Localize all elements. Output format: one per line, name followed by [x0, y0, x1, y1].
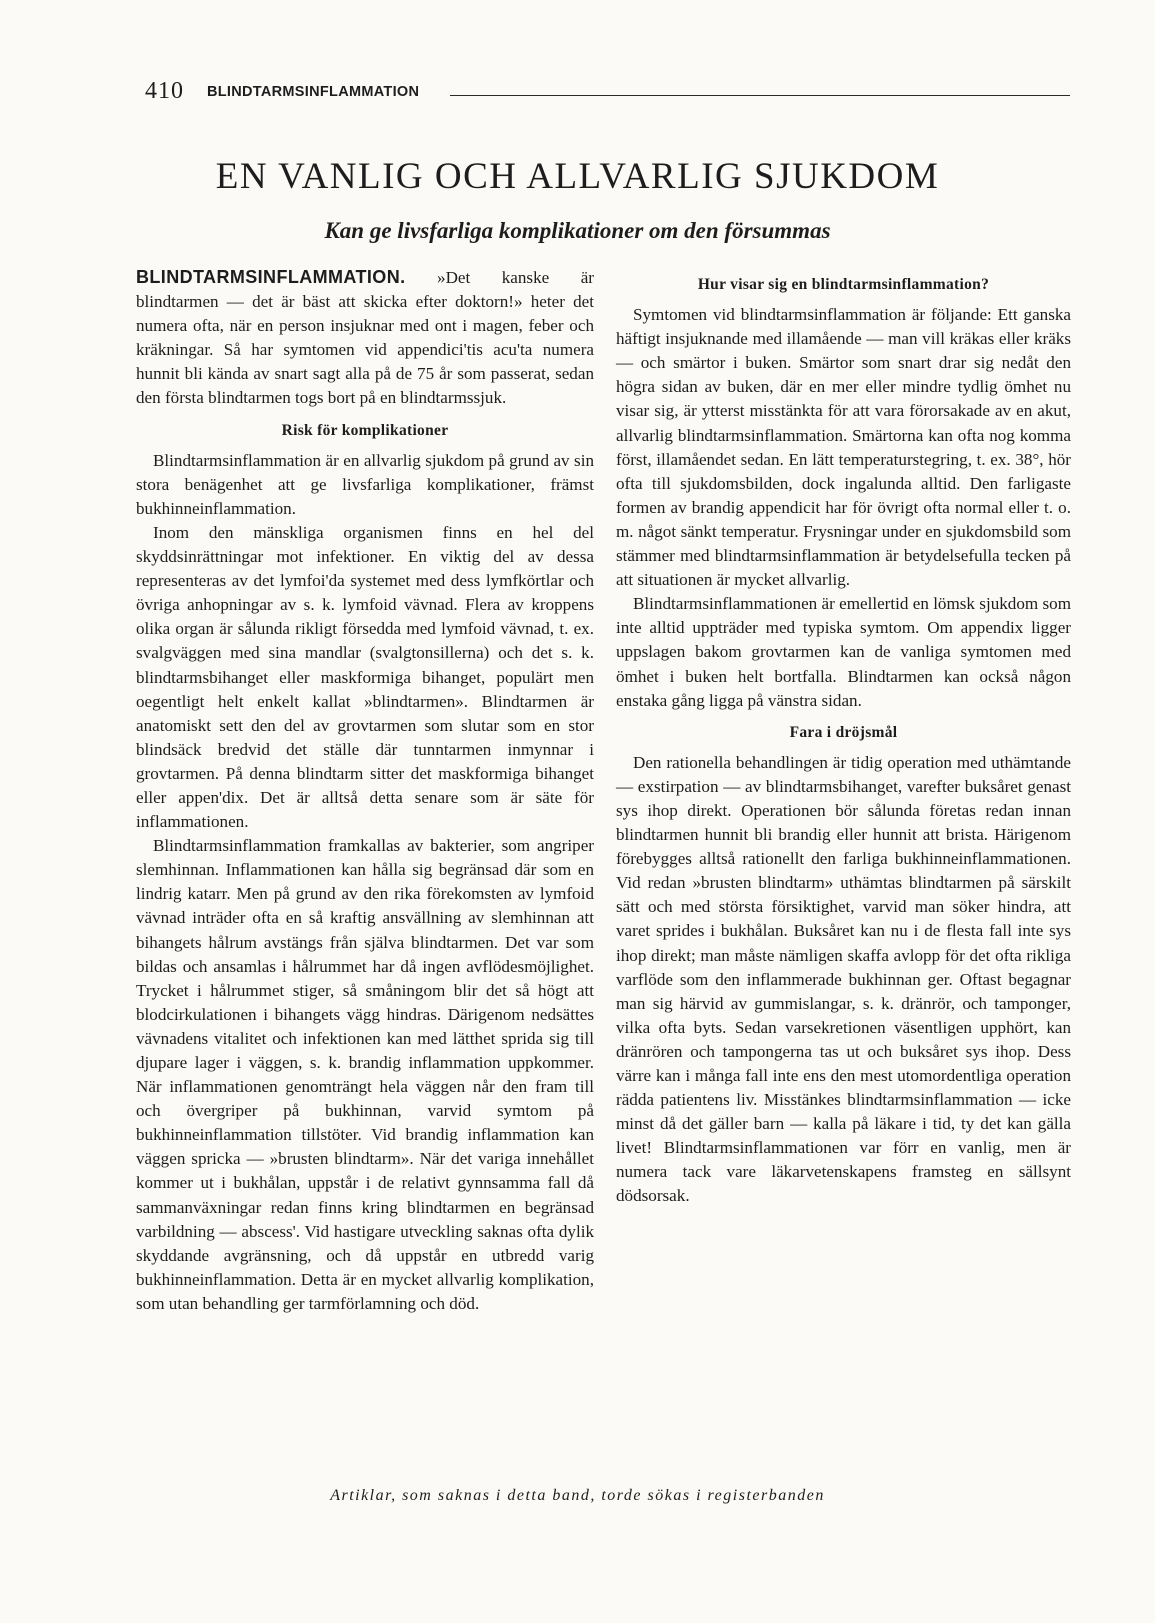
article-subtitle: Kan ge livsfarliga komplikationer om den försummas — [324, 218, 831, 243]
paragraph: Blindtarmsinflammation är en allvarlig sjukdom på grund av sin stora benägenhet att ge livsfarliga komplikationer, främst bukhinneinflammation. — [136, 450, 594, 518]
section-heading-risk: Risk för komplikationer — [281, 421, 449, 439]
running-header — [145, 78, 1070, 108]
article-title: EN VANLIG OCH ALLVARLIG SJUKDOM — [215, 156, 940, 197]
intro-paragraph — [136, 265, 594, 411]
paragraph: Symtomen vid blindtarmsinflammation är följande: Ett ganska häftigt insjuknande med illamående — man vill kräkas eller kräks — och smärtor i buken. Smärtor som snart drar sig nedåt den högra sidan av buken, där en mer eller mindre tydlig ömhet nu visar sig, är ytterst misstänkta för att vara förorsakade av en akut, allvarlig blindtarmsinflammation. Smärtorna kan ofta nog komma först, illamåendet sedan. En lätt temperaturstegring, t. ex. 38°, hör ofta till sjukdomsbilden, dock ingalunda alltid. Den farligaste formen av brandig appendicit har för övrigt ofta normal eller t. o. m. något sänkt temperatur. Frysningar under en sjukdomsbild som stämmer med blindtarmsinflammation är betydelsefulla tecken på att situationen är mycket allvarlig. — [616, 305, 1071, 590]
left-column — [136, 265, 594, 1316]
paragraph: Blindtarmsinflammation framkallas av bakterier, som angriper slemhinnan. Inflammationen kan hålla sig begränsad där som en lindrig katarr. Men på grund av den rika förekomsten av lymfoid vävnad inträder ofta en så kraftig ansvällning av slemhinnan att bihangets hålrum avstängs från själva blindtarmen. Det var som bildas och ansamlas i hålrummet har då ingen avflödesmöjlighet. Trycket i hålrummet stiger, så småningom blir det så högt att blodcirkulationen i bihangets vägg hindras. Därigenom nedsättes vävnadens vitalitet och infektionen kan med lätthet sprida sig till djupare lager i väggen, s. k. brandig inflammation uppkommer. När inflammationen genomträngt hela väggen når den fram till och övergriper på bukhinnan, varvid symtom på bukhinneinflammation tillstöter. Vid brandig inflammation kan väggen spricka — »brusten blindtarm». När det variga innehållet kommer ut i bukhålan, uppstår i de relativt gynnsamma fall då sammanväxningar redan finns kring blindtarmen en begränsad varbildning — abscess'. Vid hastigare utveckling saknas ofta dylik skyddande avgränsning, och då uppstår en utbredd varig bukhinneinflammation. Detta är en mycket allvarlig komplikation, som utan behandling ger tarmförlamning och död. — [136, 836, 594, 1313]
paragraph: Blindtarmsinflammationen är emellertid en lömsk sjukdom som inte alltid uppträder med typiska symtom. Om appendix ligger uppslagen bakom grovtarmen kan de vanliga symtomen med ömhet i buken helt bortfalla. Blindtarmen kan också någon enstaka gång ligga på vänstra sidan. — [616, 594, 1071, 710]
section-heading-danger: Fara i dröjsmål — [789, 723, 898, 741]
paragraph: Inom den mänskliga organismen finns en hel del skyddsinrättningar mot infektioner. En viktig del av dessa representeras av det lymfoi'da systemet med dess lymfkörtlar och övriga anhopningar av s. k. lymfoid vävnad. Flera av kroppens olika organ är sålunda rikligt försedda med lymfoid vävnad, t. ex. svalgväggen med sina mandlar (svalgtonsillerna) och det s. k. blindtarmsbihanget eller maskformiga bihanget, populärt men oegentligt helt enkelt kallat »blindtarmen». Blindtarmen är anatomiskt sett den del av grovtarmen som slutar som en stor blindsäck bredvid det ställe där tunntarmen inmynnar i grovtarmen. På denna blindtarm sitter det maskformiga bihanget eller appen'dix. Det är alltså detta senare som är säte för inflammationen. — [136, 522, 594, 832]
footer-note: Artiklar, som saknas i detta band, torde sökas i registerbanden — [330, 1487, 825, 1504]
header-rule — [450, 95, 1070, 96]
right-column — [616, 265, 1071, 1209]
page-number: 410 — [145, 78, 184, 104]
lead-word: BLINDTARMSINFLAMMATION. — [136, 267, 406, 287]
intro-text: »Det kanske är blindtarmen — det är bäst att skicka efter doktorn!» heter det numera ofta, när en person insjuknar med ont i magen, feber och kräkningar. Så har symtomen vid appendici'tis acu'ta numera hunnit bli kända av snart sagt alla på de 75 år som passerat, sedan den första blindtarmen togs bort på en blindtarmssjuk. — [136, 268, 594, 408]
paragraph: Den rationella behandlingen är tidig operation med uthämtande — exstirpation — av blindtarmsbihanget, varefter buksåret genast sys ihop direkt. Operationen bör sålunda företas redan innan blindtarmen hunnit bli brandig eller hunnit att brista. Härigenom förebygges alltså rationellt den farliga bukhinneinflammationen. Vid redan »brusten blindtarm» uthämtas blindtarmen på särskilt sätt och med största försiktighet, varvid man söker hindra, att varet sprides i bukhålan. Buksåret kan nu i de flesta fall inte sys ihop direkt; man måste nämligen skaffa avlopp för det ofta rikliga varflöde som den inflammerade bukhinnan ger. Oftast begagnar man sig härvid av gummislangar, s. k. dränrör, och tamponger, vilka ofta byts. Sedan varsekretionen väsentligen upphört, kan dränrören och tampongerna tas ut och buksåret sys ihop. Dess värre kan i många fall inte ens den mest utomordentliga operation rädda patientens liv. Misstänkes blindtarmsinflammation — icke minst då det gäller barn — kalla på läkare i tid, ty det kan gälla livet! Blindtarmsinflammationen var förr en vanlig, men är numera tack vare läkarvetenskapens framsteg en sällsynt dödsorsak. — [616, 752, 1071, 1206]
running-title: BLINDTARMSINFLAMMATION — [207, 84, 420, 100]
section-heading-symptoms: Hur visar sig en blindtarmsinflammation? — [697, 276, 990, 293]
